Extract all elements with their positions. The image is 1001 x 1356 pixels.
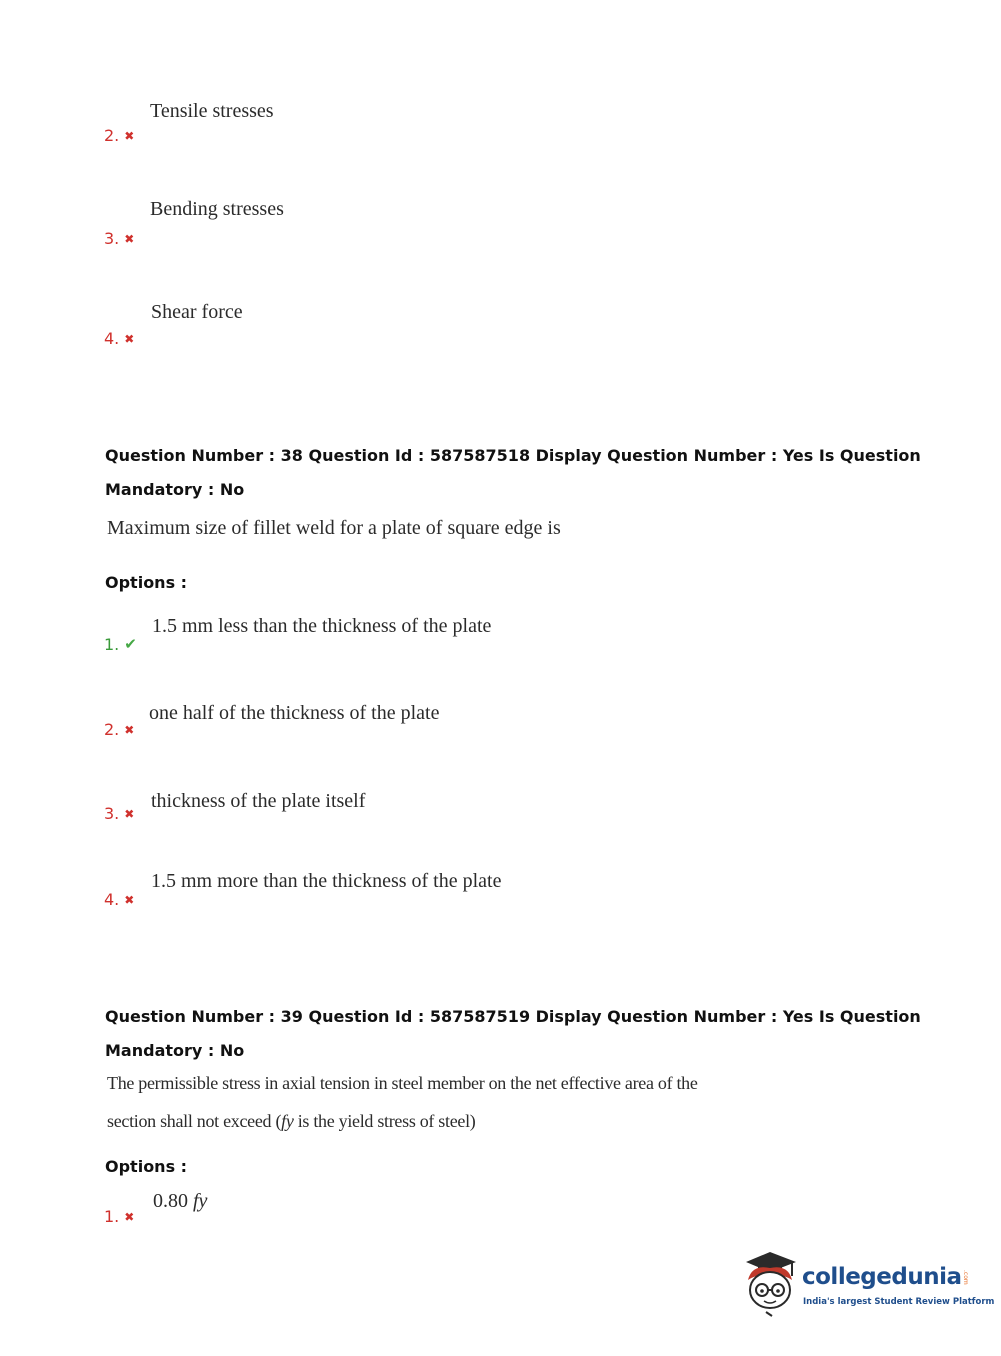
option-number	[104, 229, 134, 248]
option-number	[104, 720, 134, 739]
option-text: Tensile stresses	[150, 100, 274, 122]
cross-icon: ✖	[124, 806, 135, 821]
mascot-icon	[740, 1250, 802, 1320]
option-text: 1.5 mm more than the thickness of the plate	[151, 870, 502, 892]
logo-domain: .com	[962, 1270, 969, 1285]
option-text: thickness of the plate itself	[151, 790, 366, 812]
option-text: 1.5 mm less than the thickness of the plate	[152, 615, 492, 637]
option-text-part: 0.80	[153, 1190, 193, 1212]
cross-icon: ✖	[124, 722, 135, 737]
question-text-part: is the yield stress of steel)	[293, 1111, 476, 1131]
cross-icon: ✖	[124, 331, 135, 346]
option-number	[104, 329, 134, 348]
question-text-part: section shall not exceed (	[107, 1111, 282, 1131]
cross-icon: ✖	[124, 128, 135, 143]
cross-icon: ✖	[124, 231, 135, 246]
logo-tagline: India's largest Student Review Platform	[803, 1297, 995, 1307]
check-icon: ✔	[124, 635, 137, 653]
option-number-label: 1.	[104, 635, 120, 654]
logo-name: collegedunia	[802, 1264, 962, 1290]
question-header: Question Number : 39 Question Id : 587587519 Display Question Number : Yes Is Question	[105, 1007, 921, 1026]
question-text-line1: The permissible stress in axial tension in steel member on the net effective area of the	[107, 1073, 698, 1093]
option-number-label: 4.	[104, 890, 120, 909]
options-label: Options :	[105, 1157, 188, 1176]
cross-icon: ✖	[124, 1209, 135, 1224]
question-text: Maximum size of fillet weld for a plate of square edge is	[107, 517, 561, 539]
question-mandatory: Mandatory : No	[105, 480, 245, 499]
option-number-label: 3.	[104, 229, 120, 248]
option-number-label: 4.	[104, 329, 120, 348]
option-text: one half of the thickness of the plate	[149, 702, 440, 724]
option-number-label: 1.	[104, 1207, 120, 1226]
option-number	[104, 126, 134, 145]
cross-icon: ✖	[124, 892, 135, 907]
question-header: Question Number : 38 Question Id : 587587518 Display Question Number : Yes Is Question	[105, 446, 921, 465]
options-label: Options :	[105, 573, 188, 592]
option-number	[104, 635, 137, 654]
option-text: Bending stresses	[150, 198, 284, 220]
option-number	[104, 1207, 134, 1226]
option-text	[153, 1190, 207, 1213]
option-number-label: 3.	[104, 804, 120, 823]
option-text: Shear force	[151, 301, 243, 323]
yield-stress-symbol: fy	[281, 1111, 294, 1131]
option-number	[104, 804, 134, 823]
collegedunia-logo	[740, 1250, 995, 1320]
question-mandatory: Mandatory : No	[105, 1041, 245, 1060]
option-number	[104, 890, 134, 909]
yield-stress-symbol: fy	[193, 1190, 208, 1212]
option-number-label: 2.	[104, 126, 120, 145]
option-number-label: 2.	[104, 720, 120, 739]
question-text-line2	[107, 1111, 476, 1132]
